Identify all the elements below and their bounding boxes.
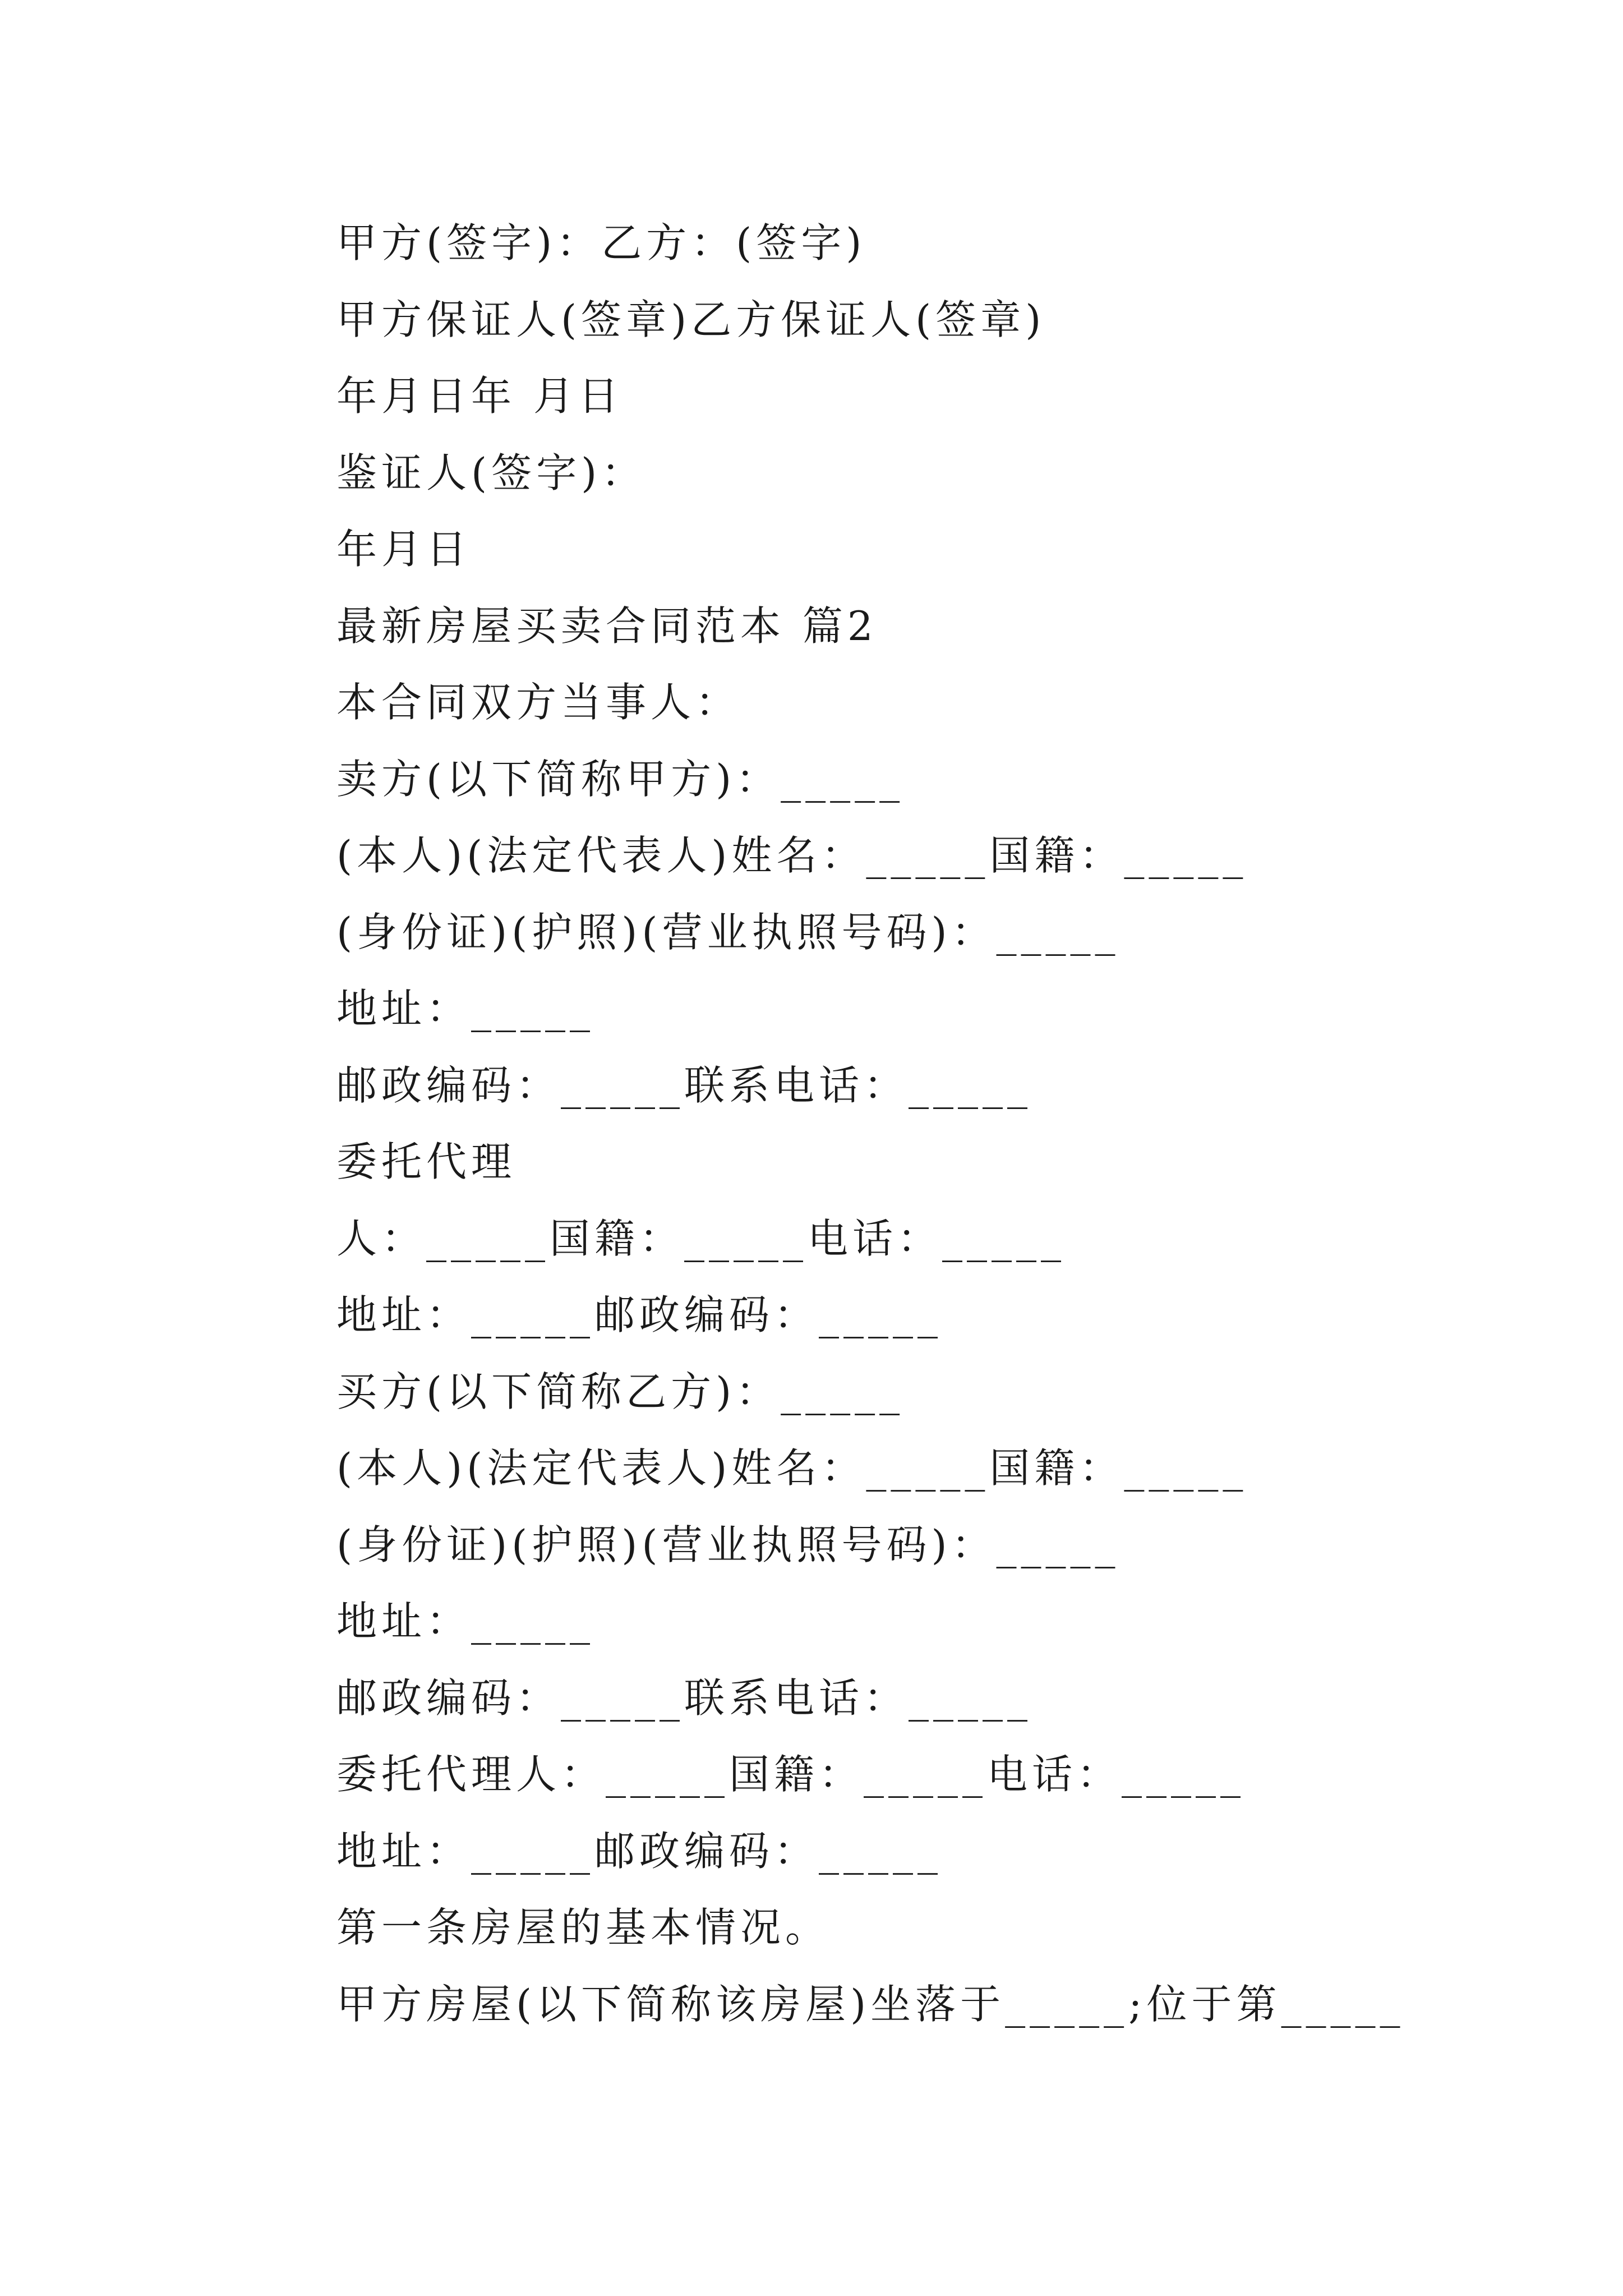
- seller-name-nationality: (本人)(法定代表人)姓名：_____国籍：_____: [336, 832, 1248, 879]
- seller-postcode-phone: 邮政编码：_____联系电话：_____: [336, 1061, 1032, 1109]
- document-body: [336, 205, 1458, 2042]
- buyer-line: 买方(以下简称乙方)：_____: [336, 1368, 905, 1415]
- seller-line: 卖方(以下简称甲方)：_____: [336, 755, 905, 803]
- section-title: 最新房屋买卖合同范本 篇2: [336, 602, 878, 650]
- seller-agent-heading: 委托代理: [336, 1138, 517, 1185]
- article-one-text: 甲方房屋(以下简称该房屋)坐落于_____;位于第_____: [336, 1980, 1405, 2028]
- seller-id: (身份证)(护照)(营业执照号码)：_____: [336, 908, 1120, 956]
- witness-date-line: 年月日: [336, 526, 472, 573]
- buyer-id: (身份证)(护照)(营业执照号码)：_____: [336, 1521, 1120, 1568]
- seller-agent-details: 人：_____国籍：_____电话：_____: [336, 1214, 1066, 1262]
- seller-agent-address: 地址：_____邮政编码：_____: [336, 1291, 943, 1338]
- buyer-postcode-phone: 邮政编码：_____联系电话：_____: [336, 1674, 1032, 1722]
- signature-line-guarantors: 甲方保证人(签章)乙方保证人(签章): [336, 296, 1046, 343]
- buyer-address: 地址：_____: [336, 1598, 595, 1645]
- buyer-agent-details: 委托代理人：_____国籍：_____电话：_____: [336, 1751, 1246, 1798]
- buyer-name-nationality: (本人)(法定代表人)姓名：_____国籍：_____: [336, 1444, 1248, 1492]
- article-one-heading: 第一条房屋的基本情况。: [336, 1904, 831, 1951]
- parties-intro: 本合同双方当事人：: [336, 679, 741, 726]
- buyer-agent-address: 地址：_____邮政编码：_____: [336, 1827, 943, 1875]
- signature-line-parties: 甲方(签字)：乙方：(签字): [336, 219, 866, 266]
- date-line-parties: 年月日年 月日: [336, 372, 623, 420]
- seller-address: 地址：_____: [336, 985, 595, 1032]
- witness-signature-line: 鉴证人(签字)：: [336, 449, 647, 496]
